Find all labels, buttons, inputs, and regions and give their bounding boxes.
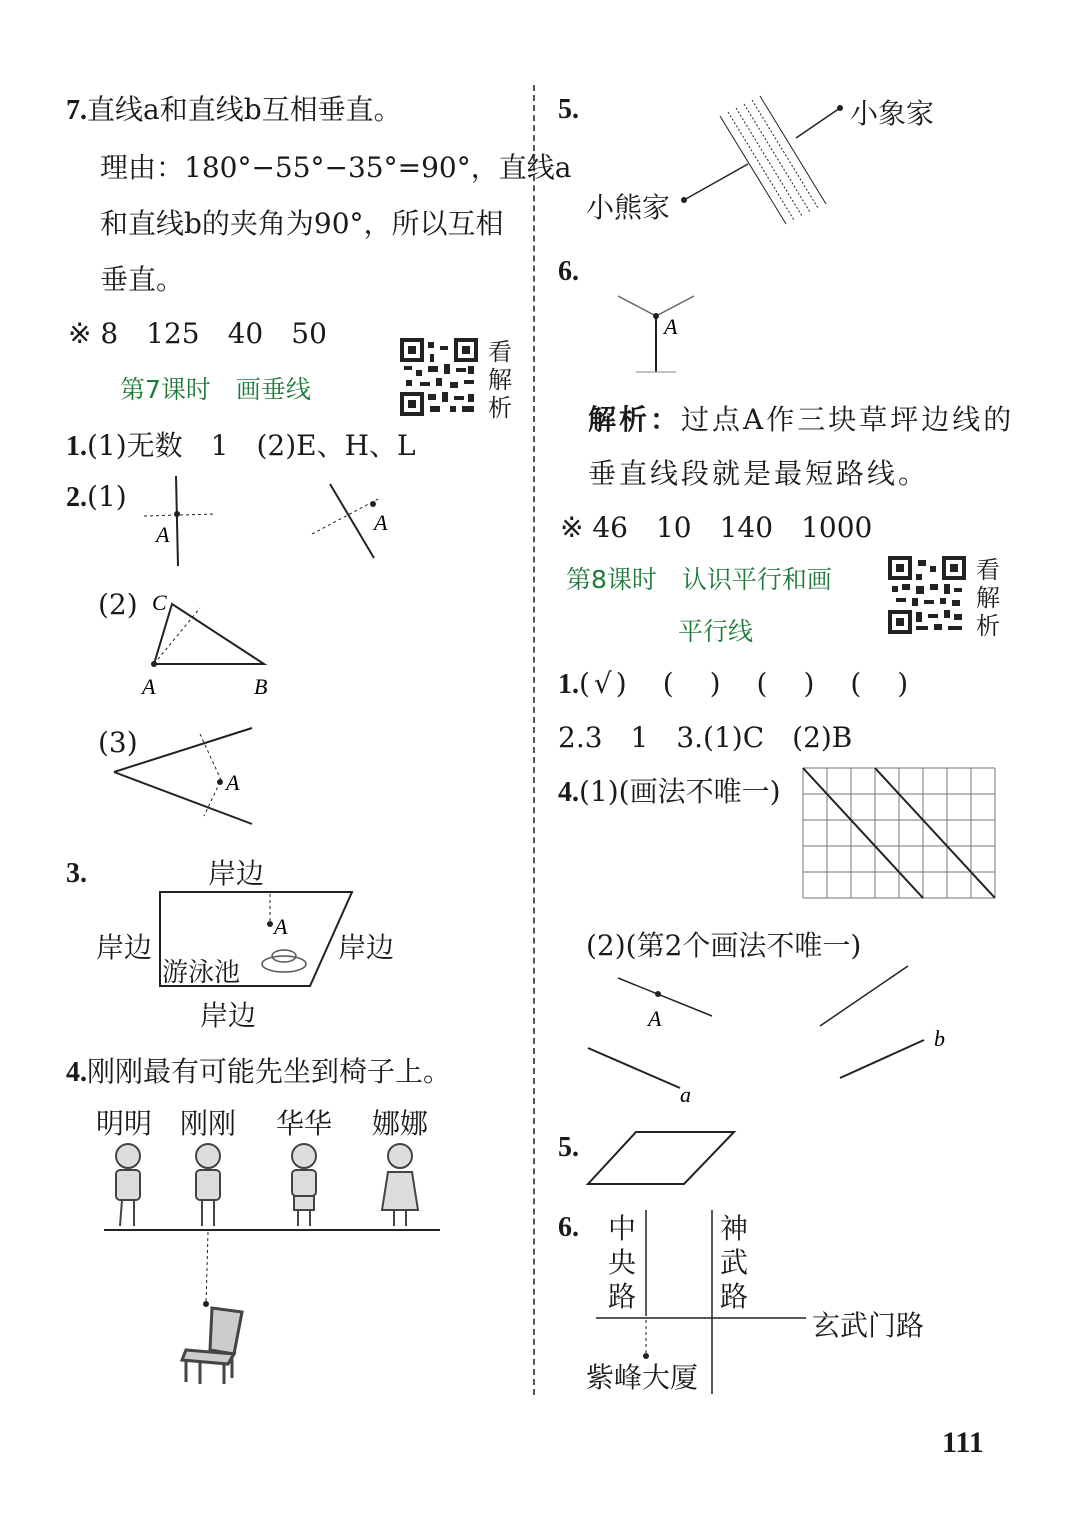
lesson8-title-line2: 平行线	[678, 617, 754, 646]
r6-analysis-line2: 垂直线段就是最短路线。	[588, 457, 930, 490]
kid-huahua-icon	[292, 1144, 316, 1226]
page-number: 111	[942, 1426, 984, 1459]
q7-line1: 7.直线a和直线b互相垂直。	[66, 93, 402, 126]
road-zhongyang: 中 央 路	[608, 1212, 637, 1313]
lesson8-title-line1: 第8课时 认识平行和画	[566, 565, 832, 594]
p4-part1: 4.(1)(画法不唯一)	[558, 775, 781, 808]
lesson7-title: 第7课时 画垂线	[120, 375, 311, 404]
q3-pool-label: 游泳池	[162, 958, 241, 988]
p4-label-A: A	[648, 1006, 662, 1031]
q3-num: 3.	[66, 858, 87, 889]
kid-ganggang-icon	[196, 1144, 220, 1226]
q2-1-label-A2: A	[374, 510, 388, 535]
road-xuanwumen: 玄武门路	[812, 1309, 925, 1342]
r6-label-A: A	[664, 314, 678, 339]
label-A: A	[142, 674, 156, 699]
q3-shore-top: 岸边	[208, 857, 265, 890]
q4-answer: 4.刚刚最有可能先坐到椅子上。	[66, 1055, 452, 1088]
q4-figure	[104, 1142, 444, 1392]
p4-label-a: a	[680, 1082, 691, 1107]
q7-line4: 垂直。	[100, 263, 185, 296]
extra-answers-2: ※ 46 10 140 1000	[560, 511, 873, 544]
label-C: C	[152, 590, 167, 615]
r6-num: 6.	[558, 256, 579, 287]
q7-line2: 理由：180°−55°−35°=90°，直线a	[100, 151, 572, 184]
q2-3-label-A: A	[226, 770, 240, 795]
q2-3-label: (3)	[98, 726, 138, 759]
p4-part2: (2)(第2个画法不唯一)	[586, 929, 862, 962]
kid-nana-icon	[382, 1144, 418, 1226]
building-zifeng: 紫峰大厦	[586, 1361, 699, 1394]
qr-label-right: 看 解 析	[976, 556, 1000, 640]
column-divider	[533, 85, 535, 1395]
q3-label-A: A	[274, 914, 288, 939]
p6-num: 6.	[558, 1212, 579, 1243]
p4-label-b: b	[934, 1026, 945, 1051]
q2-2-label: (2)	[98, 588, 138, 621]
kid-mingming-icon	[116, 1144, 140, 1226]
q7-line3: 和直线b的夹角为90°，所以互相	[100, 207, 504, 240]
q4-name-huahua: 华华	[276, 1107, 333, 1140]
q2-1-label-A1: A	[156, 522, 170, 547]
road-shenwu: 神 武 路	[720, 1212, 749, 1313]
r5-bear-home: 小熊家	[586, 191, 671, 224]
p1-answer: 1.(√) ( ) ( ) ( )	[558, 667, 913, 700]
q4-name-nana: 娜娜	[372, 1107, 429, 1140]
qr-code-icon-2[interactable]	[888, 556, 966, 634]
q4-name-mingming: 明明	[96, 1107, 153, 1140]
q2-1-figures	[140, 476, 388, 566]
q1-answer: 1.(1)无数 1 (2)E、H、L	[66, 429, 416, 462]
r6-figure	[614, 290, 704, 380]
p2-p3-answers: 2.3 1 3.(1)C (2)B	[558, 721, 853, 754]
label-B: B	[254, 674, 268, 699]
q2-label: 2.(1)	[66, 480, 127, 513]
q3-shore-right: 岸边	[338, 931, 395, 964]
q2-2-triangle	[140, 590, 300, 700]
qr-code-icon[interactable]	[400, 338, 478, 416]
p4-2-figure	[584, 966, 964, 1107]
chair-icon	[182, 1308, 242, 1384]
q3-shore-left: 岸边	[96, 931, 153, 964]
r6-analysis-line1: 解析：过点A作三块草坪边线的	[588, 403, 1015, 436]
r5-num: 5.	[558, 94, 579, 125]
q3-shore-bottom: 岸边	[200, 999, 257, 1032]
qr-label-left: 看 解 析	[488, 338, 512, 422]
extra-answers-1: ※ 8 125 40 50	[68, 317, 327, 350]
r5-elephant-home: 小象家	[850, 97, 935, 130]
p4-grid	[803, 768, 999, 900]
q4-name-ganggang: 刚刚	[180, 1107, 237, 1140]
p5-parallelogram	[586, 1130, 746, 1190]
q2-3-angle	[112, 726, 262, 826]
p5-num: 5.	[558, 1132, 579, 1163]
